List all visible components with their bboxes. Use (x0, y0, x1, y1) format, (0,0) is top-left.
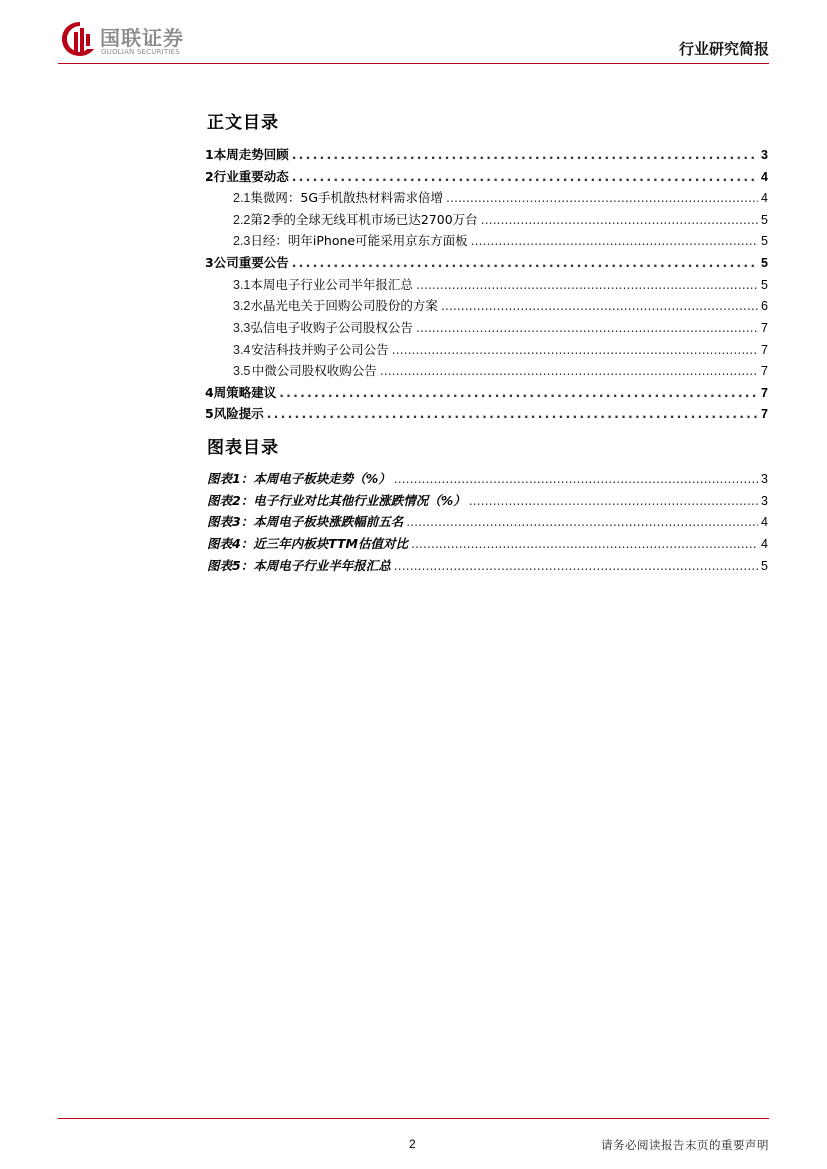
toc-entry-number: 3 (205, 255, 214, 270)
toc-entry-page: 7 (761, 364, 768, 378)
toc-entry-title: 中微公司股权收购公告 (251, 363, 377, 378)
toc-entry-number: 3.2 (233, 299, 251, 313)
dot-leader (471, 233, 758, 248)
toc-entry-page: 5 (761, 256, 768, 270)
toc-entry[interactable] (233, 296, 768, 314)
figure-entry[interactable] (207, 512, 768, 530)
dot-leader (292, 255, 758, 270)
toc-entry[interactable] (233, 318, 768, 336)
toc-entry-number: 5 (205, 406, 214, 421)
toc-entry-title: 风险提示 (213, 406, 264, 421)
toc-entry[interactable] (205, 253, 768, 271)
dot-leader (416, 277, 758, 292)
toc-entry[interactable] (205, 145, 768, 163)
toc-entry-page: 7 (761, 386, 768, 400)
figure-entry-title: 图表4：近三年内板块TTM估值对比 (207, 536, 408, 551)
toc-entry-title: 第2季的全球无线耳机市场已达2700万台 (250, 212, 478, 227)
toc-entry-number: 1 (205, 147, 214, 162)
logo-chinese-text: 国联证券 (100, 26, 184, 50)
figure-entry-title: 图表1：本周电子板块走势（%） (207, 471, 391, 486)
toc-entry-page: 4 (761, 191, 768, 205)
toc-entry-number: 4 (205, 385, 214, 400)
toc-entry[interactable] (233, 210, 768, 228)
dot-leader (380, 363, 758, 378)
footer-divider (58, 1118, 769, 1119)
figure-entry-title: 图表5：本周电子行业半年报汇总 (207, 558, 391, 573)
toc-entry[interactable] (233, 361, 768, 379)
toc-entry[interactable] (233, 340, 768, 358)
figure-entry-page: 3 (761, 472, 768, 486)
toc-entry-title: 公司重要公告 (213, 255, 289, 270)
figure-entry[interactable] (207, 556, 768, 574)
toc-entry-page: 7 (761, 321, 768, 335)
figures-heading: 图表目录 (207, 438, 279, 458)
dot-leader (394, 558, 758, 573)
dot-leader (394, 471, 758, 486)
header-divider (58, 63, 769, 64)
toc-entry-title: 水晶光电关于回购公司股份的方案 (250, 298, 438, 313)
figure-entry-page: 4 (761, 537, 768, 551)
toc-entry-number: 2.2 (233, 213, 251, 227)
figure-entry-title: 图表2：电子行业对比其他行业涨跌情况（%） (207, 493, 466, 508)
toc-entry-page: 5 (761, 213, 768, 227)
toc-entry[interactable] (205, 383, 768, 401)
guolian-logo-mark-icon (60, 20, 100, 58)
disclaimer-note: 请务必阅读报告末页的重要声明 (601, 1138, 769, 1152)
dot-leader (416, 320, 758, 335)
toc-entry-number: 3.3 (233, 321, 251, 335)
toc-entry-title: 安洁科技并购子公司公告 (251, 342, 389, 357)
toc-entry-title: 周策略建议 (213, 385, 277, 400)
toc-entry[interactable] (205, 404, 768, 422)
toc-entry-number: 2 (205, 169, 214, 184)
figure-entry[interactable] (207, 491, 768, 509)
dot-leader (267, 406, 758, 421)
dot-leader (446, 190, 758, 205)
dot-leader (292, 169, 758, 184)
toc-entry-title: 本周电子行业公司半年报汇总 (250, 277, 413, 292)
toc-entry-page: 5 (761, 278, 768, 292)
toc-heading: 正文目录 (207, 113, 279, 133)
toc-entry-number: 2.1 (233, 191, 251, 205)
dot-leader (469, 493, 758, 508)
toc-entry-page: 6 (761, 299, 768, 313)
toc-entry-title: 行业重要动态 (213, 169, 289, 184)
dot-leader (441, 298, 758, 313)
toc-entry-number: 3.5 (233, 364, 251, 378)
figure-entry[interactable] (207, 534, 768, 552)
toc-entry-number: 2.3 (233, 234, 251, 248)
toc-entry[interactable] (233, 231, 768, 249)
toc-entry[interactable] (205, 167, 768, 185)
figure-entry-title: 图表3：本周电子板块涨跌幅前五名 (207, 514, 404, 529)
guolian-logo (60, 20, 210, 60)
toc-entry-title: 弘信电子收购子公司股权公告 (250, 320, 413, 335)
dot-leader (392, 342, 758, 357)
dot-leader (292, 147, 758, 162)
toc-entry-title: 集微网：5G手机散热材料需求倍增 (250, 190, 444, 205)
toc-entry-number: 3.1 (233, 278, 251, 292)
figure-entry-page: 5 (761, 559, 768, 573)
dot-leader (411, 536, 758, 551)
toc-entry-page: 4 (761, 170, 768, 184)
toc-entry-page: 7 (761, 343, 768, 357)
toc-entry-page: 5 (761, 234, 768, 248)
report-type-title: 行业研究简报 (678, 40, 769, 58)
toc-entry-title: 日经：明年iPhone可能采用京东方面板 (250, 233, 468, 248)
toc-entry-page: 7 (761, 407, 768, 421)
toc-entry-number: 3.4 (233, 343, 251, 357)
toc-entry[interactable] (233, 188, 768, 206)
figure-entry-page: 3 (761, 494, 768, 508)
page-header (0, 0, 827, 66)
toc-entry-title: 本周走势回顾 (213, 147, 289, 162)
dot-leader (481, 212, 758, 227)
logo-english-text: GUOLIAN SECURITIES (101, 48, 180, 56)
toc-entry-page: 3 (761, 148, 768, 162)
dot-leader (279, 385, 758, 400)
figure-entry-page: 4 (761, 515, 768, 529)
dot-leader (406, 514, 758, 529)
figure-entry[interactable] (207, 469, 768, 487)
toc-entry[interactable] (233, 275, 768, 293)
page-number: 2 (409, 1137, 416, 1151)
